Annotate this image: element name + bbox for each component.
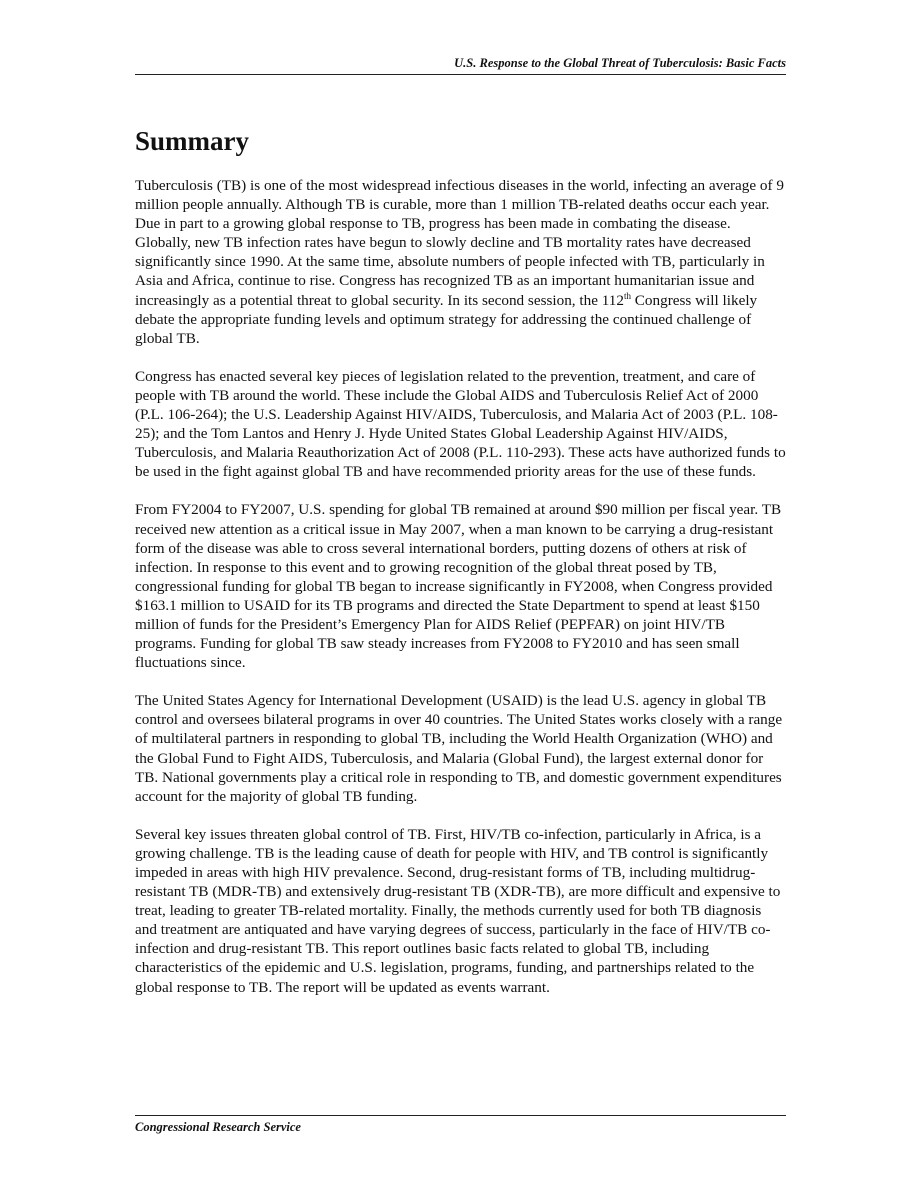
summary-body [135, 176, 786, 1016]
summary-paragraph-1 [135, 176, 786, 348]
summary-paragraph-4: The United States Agency for International Development (USAID) is the lead U.S. agency in global TB control and oversees bilateral programs in over 40 countries. The United States works closely with a range of multilateral partners in responding to global TB, including the World Health Organization (WHO) and the Global Fund to Fight AIDS, Tuberculosis, and Malaria (Global Fund), the largest external donor for TB. National governments play a critical role in responding to TB, and domestic government expenditures account for the majority of global TB funding. [135, 692, 783, 805]
running-header: U.S. Response to the Global Threat of Tuberculosis: Basic Facts [454, 56, 786, 70]
summary-paragraph-5: Several key issues threaten global control of TB. First, HIV/TB co-infection, particularly in Africa, is a growing challenge. TB is the leading cause of death for people with HIV, and TB control is significantly impeded in areas with high HIV prevalence. Second, drug-resistant forms of TB, including multidrug-resistant TB (MDR-TB) and extensively drug-resistant TB (XDR-TB), are more difficult and expensive to treat, leading to greater TB-related mortality. Finally, the methods currently used for both TB diagnosis and treatment are antiquated and have varying degrees of success, particularly in the face of HIV/TB co-infection and drug-resistant TB. This report outlines basic facts related to global TB, including characteristics of the epidemic and U.S. legislation, programs, funding, and partnerships related to the global response to TB. The report will be updated as events warrant. [135, 825, 781, 996]
ordinal-superscript: th [623, 290, 631, 301]
header-divider [135, 74, 786, 75]
page-title: Summary [135, 126, 249, 156]
paragraph-1-text-b: Congress will likely debate the appropriate funding levels and optimum strategy for addressing the continued challenge of global TB. [135, 291, 758, 347]
summary-paragraph-3: From FY2004 to FY2007, U.S. spending for global TB remained at around $90 million per fiscal year. TB received new attention as a critical issue in May 2007, when a man known to be carrying a drug-resistant form of the disease was able to cross several international borders, putting dozens of others at risk of infection. In response to this event and to growing recognition of the global threat posed by TB, congressional funding for global TB began to increase significantly in FY2008, when Congress provided $163.1 million to USAID for its TB programs and directed the State Department to spend at least $150 million of funds for the President’s Emergency Plan for AIDS Relief (PEPFAR) on joint HIV/TB programs. Funding for global TB saw steady increases from FY2008 to FY2010 and has seen small fluctuations since. [135, 501, 782, 672]
running-footer: Congressional Research Service [135, 1120, 301, 1134]
summary-paragraph-2: Congress has enacted several key pieces of legislation related to the prevention, treatment, and care of people with TB around the world. These include the Global AIDS and Tuberculosis Relief Act of 2000 (P.L. 106-264); the U.S. Leadership Against HIV/AIDS, Tuberculosis, and Malaria Act of 2003 (P.L. 108-25); and the Tom Lantos and Henry J. Hyde United States Global Leadership Against HIV/AIDS, Tuberculosis, and Malaria Reauthorization Act of 2008 (P.L. 110-293). These acts have authorized funds to be used in the fight against global TB and have recommended priority areas for the use of these funds. [135, 367, 786, 481]
footer-divider [135, 1115, 786, 1116]
paragraph-1-text-a: Tuberculosis (TB) is one of the most widespread infectious diseases in the world, infecting an average of 9 million people annually. Although TB is curable, more than 1 million TB-related deaths occur each year. Due in part to a growing global response to TB, progress has been made in combating the disease. Globally, new TB infection rates have begun to slowly decline and TB mortality rates have decreased significantly since 1990. At the same time, absolute numbers of people infected with TB, particularly in Asia and Africa, continue to rise. Congress has recognized TB as an important humanitarian issue and increasingly as a potential threat to global security. In its second session, the 112 [135, 177, 784, 309]
